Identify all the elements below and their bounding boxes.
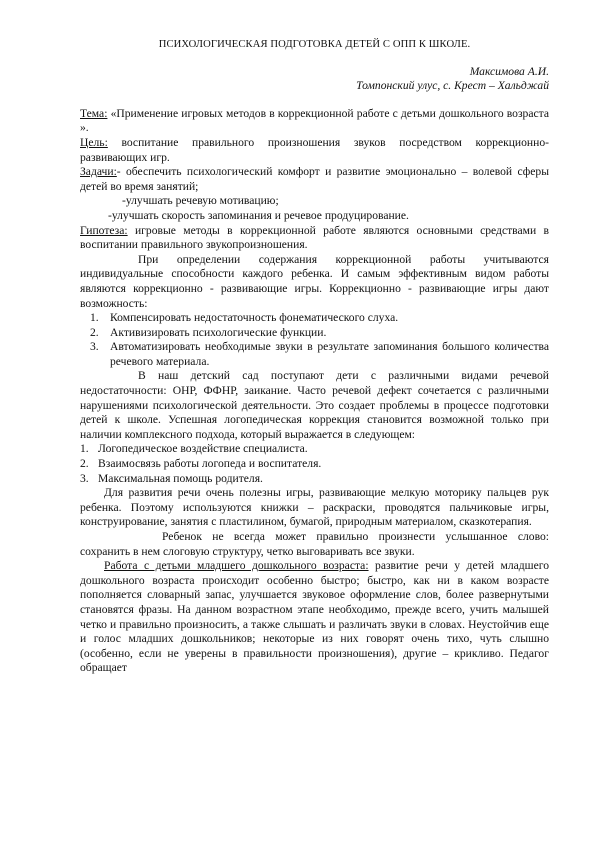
- hypothesis-paragraph: [80, 224, 549, 253]
- hypothesis-text: игровые методы в коррекционной работе являются основными средствами в воспитании правильного звукопроизношения.: [80, 223, 549, 252]
- section-label: Работа с детьми младшего дошкольного возраста:: [104, 559, 369, 573]
- list-item: [80, 311, 549, 326]
- author-location: Томпонский улус, с. Крест – Хальджай: [356, 79, 549, 93]
- list-item: [80, 326, 549, 341]
- list-item: [80, 442, 549, 457]
- tasks-text: - обеспечить психологический комфорт и развитие эмоционально – волевой сферы детей во время занятий;: [80, 165, 549, 193]
- list-item-text: Активизировать психологические функции.: [110, 325, 327, 339]
- list-number: 2.: [80, 457, 89, 471]
- tasks-label: Задачи:: [80, 165, 117, 179]
- section-text: развитие речи у детей младшего дошкольного возраста происходит особенно быстро; быстро, как ни в каком возрасте пополняется словарный запас, улучшается звуковое оформление слов, более развернутыми становятся фразы. На данном возрастном этапе необходимо, прежде всего, учить малышей четко и правильно произносить, а также слышать и различать звуки в словах. Неустойчив еще и голос младших дошкольников; некоторые из них говорят очень тихо, чуть слышно (особенно, если не уверены в правильности произношения), другие – крикливо. Педагог обращает: [80, 559, 549, 675]
- list-item: [80, 340, 549, 369]
- list-number: 1.: [90, 311, 99, 325]
- list-item: [80, 472, 549, 487]
- topic-label: Тема:: [80, 106, 108, 120]
- list-number: 2.: [90, 325, 99, 339]
- list-number: 3.: [80, 471, 89, 485]
- list-item-text: Компенсировать недостаточность фонематического слуха.: [110, 311, 399, 325]
- list-item-text: Автоматизировать необходимые звуки в результате запоминания большого количества речевого материала.: [110, 340, 549, 368]
- task-item: -улучшать скорость запоминания и речевое продуцирование.: [108, 208, 409, 222]
- document-title: ПСИХОЛОГИЧЕСКАЯ ПОДГОТОВКА ДЕТЕЙ С ОПП К ШКОЛЕ.: [158, 39, 471, 50]
- list-item-text: Максимальная помощь родителя.: [98, 471, 263, 485]
- body-paragraph: Для развития речи очень полезны игры, развивающие мелкую моторику пальцев рук ребенка. Поэтому используются книжки – раскраски, проводятся пальчиковые игры, конструирование, занятия с пластилином, бумагой, природным материалом, сказкотерапия.: [80, 486, 549, 529]
- goal-label: Цель:: [80, 135, 108, 149]
- spacer: [80, 94, 549, 107]
- possibilities-list: [80, 311, 549, 369]
- body-paragraph: При определении содержания коррекционной работы учитываются индивидуальные способности каждого ребенка. И самым эффективным видом работы являются коррекционно - развивающие игры. Коррекционно - развивающие игры дают возможность:: [80, 252, 549, 310]
- body-paragraph: Ребенок не всегда может правильно произнести услышанное слово: сохранить в нем слоговую структуру, четко выговаривать все звуки.: [80, 530, 549, 558]
- author-name: Максимова А.И.: [469, 64, 549, 78]
- topic-paragraph: [80, 107, 549, 136]
- topic-text: «Применение игровых методов в коррекционной работе с детьми дошкольного возраста ».: [80, 106, 549, 135]
- list-number: 3.: [90, 340, 99, 354]
- body-paragraph: В наш детский сад поступают дети с различными видами речевой недостаточности: ОНР, ФФНР, заикание. Часто речевой дефект сочетается с различными нарушениями психологической деятельности. Это создает проблемы в процессе подготовки детей к школе. Успешная логопедическая коррекция становится возможной только при наличии комплексного подхода, который выражается в следующем:: [80, 369, 549, 441]
- list-item-text: Взаимосвязь работы логопеда и воспитателя.: [98, 457, 322, 471]
- list-item: [80, 457, 549, 472]
- tasks-paragraph: [80, 165, 549, 194]
- body-paragraph: [80, 559, 549, 676]
- goal-text: воспитание правильного произношения звуков посредством коррекционно-развивающих игр.: [80, 135, 549, 164]
- list-item-text: Логопедическое воздействие специалиста.: [98, 442, 308, 456]
- goal-paragraph: [80, 136, 549, 165]
- hypothesis-label: Гипотеза:: [80, 223, 128, 237]
- list-number: 1.: [80, 442, 89, 456]
- approach-list: [80, 442, 549, 486]
- task-item: -улучшать речевую мотивацию;: [122, 194, 279, 208]
